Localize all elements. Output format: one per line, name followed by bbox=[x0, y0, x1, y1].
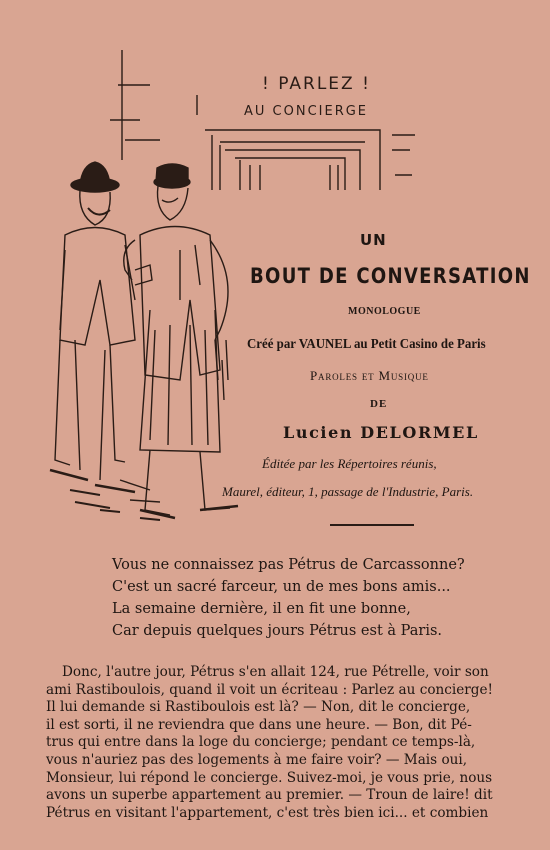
author-name: Lucien DELORMEL bbox=[283, 423, 479, 442]
verse-line: Car depuis quelques jours Pétrus est à Paris. bbox=[112, 623, 443, 639]
creation-credit: Créé par VAUNEL au Petit Casino de Paris bbox=[247, 337, 486, 352]
edition-credit: Éditée par les Répertoires réunis, bbox=[262, 456, 437, 471]
title-un: UN bbox=[360, 231, 387, 249]
prose-line: Monsieur, lui répond le concierge. Suivez-moi, je vous prie, nous bbox=[46, 769, 493, 786]
prose-line: Pétrus en visitant l'appartement, c'est très bien ici... et combien bbox=[46, 804, 489, 821]
verse-line: La semaine dernière, il en fit une bonne, bbox=[112, 601, 411, 617]
prose-line: vous n'auriez pas des logements à me faire voir? — Mais oui, bbox=[46, 751, 468, 768]
genre-label: MONOLOGUE bbox=[348, 306, 421, 317]
prose-line: Il lui demande si Rastiboulois est là? — Non, dit le concierge, bbox=[46, 699, 471, 716]
prose-line: il est sorti, il ne reviendra que dans une heure. — Bon, dit Pé- bbox=[46, 716, 472, 733]
verse-line: Vous ne connaissez pas Pétrus de Carcassonne? bbox=[112, 557, 465, 573]
prose-line: ami Rastiboulois, quand il voit un écriteau : Parlez au concierge! bbox=[46, 681, 493, 698]
prose-line: Donc, l'autre jour, Pétrus s'en allait 124, rue Pétrelle, voir son bbox=[62, 664, 489, 680]
prose-line: avons un superbe appartement au premier. — Troun de laire! dit bbox=[46, 787, 493, 804]
prose-paragraph bbox=[46, 664, 500, 822]
divider bbox=[330, 524, 414, 526]
paroles-musique-label: Paroles et Musique bbox=[310, 368, 429, 383]
sign-text-concierge: AU CONCIERGE bbox=[244, 104, 369, 119]
prose-line: trus qui entre dans la loge du concierge; pendant ce temps-là, bbox=[46, 734, 476, 751]
sign-text-parlez: ! PARLEZ ! bbox=[262, 74, 371, 94]
de-label: DE bbox=[370, 398, 388, 410]
publisher-address: Maurel, éditeur, 1, passage de l'Industrie, Paris. bbox=[222, 484, 474, 499]
verse-line: C'est un sacré farceur, un de mes bons amis... bbox=[112, 579, 451, 595]
page-title: BOUT DE CONVERSATION bbox=[250, 264, 531, 288]
verse-stanza bbox=[112, 554, 465, 642]
